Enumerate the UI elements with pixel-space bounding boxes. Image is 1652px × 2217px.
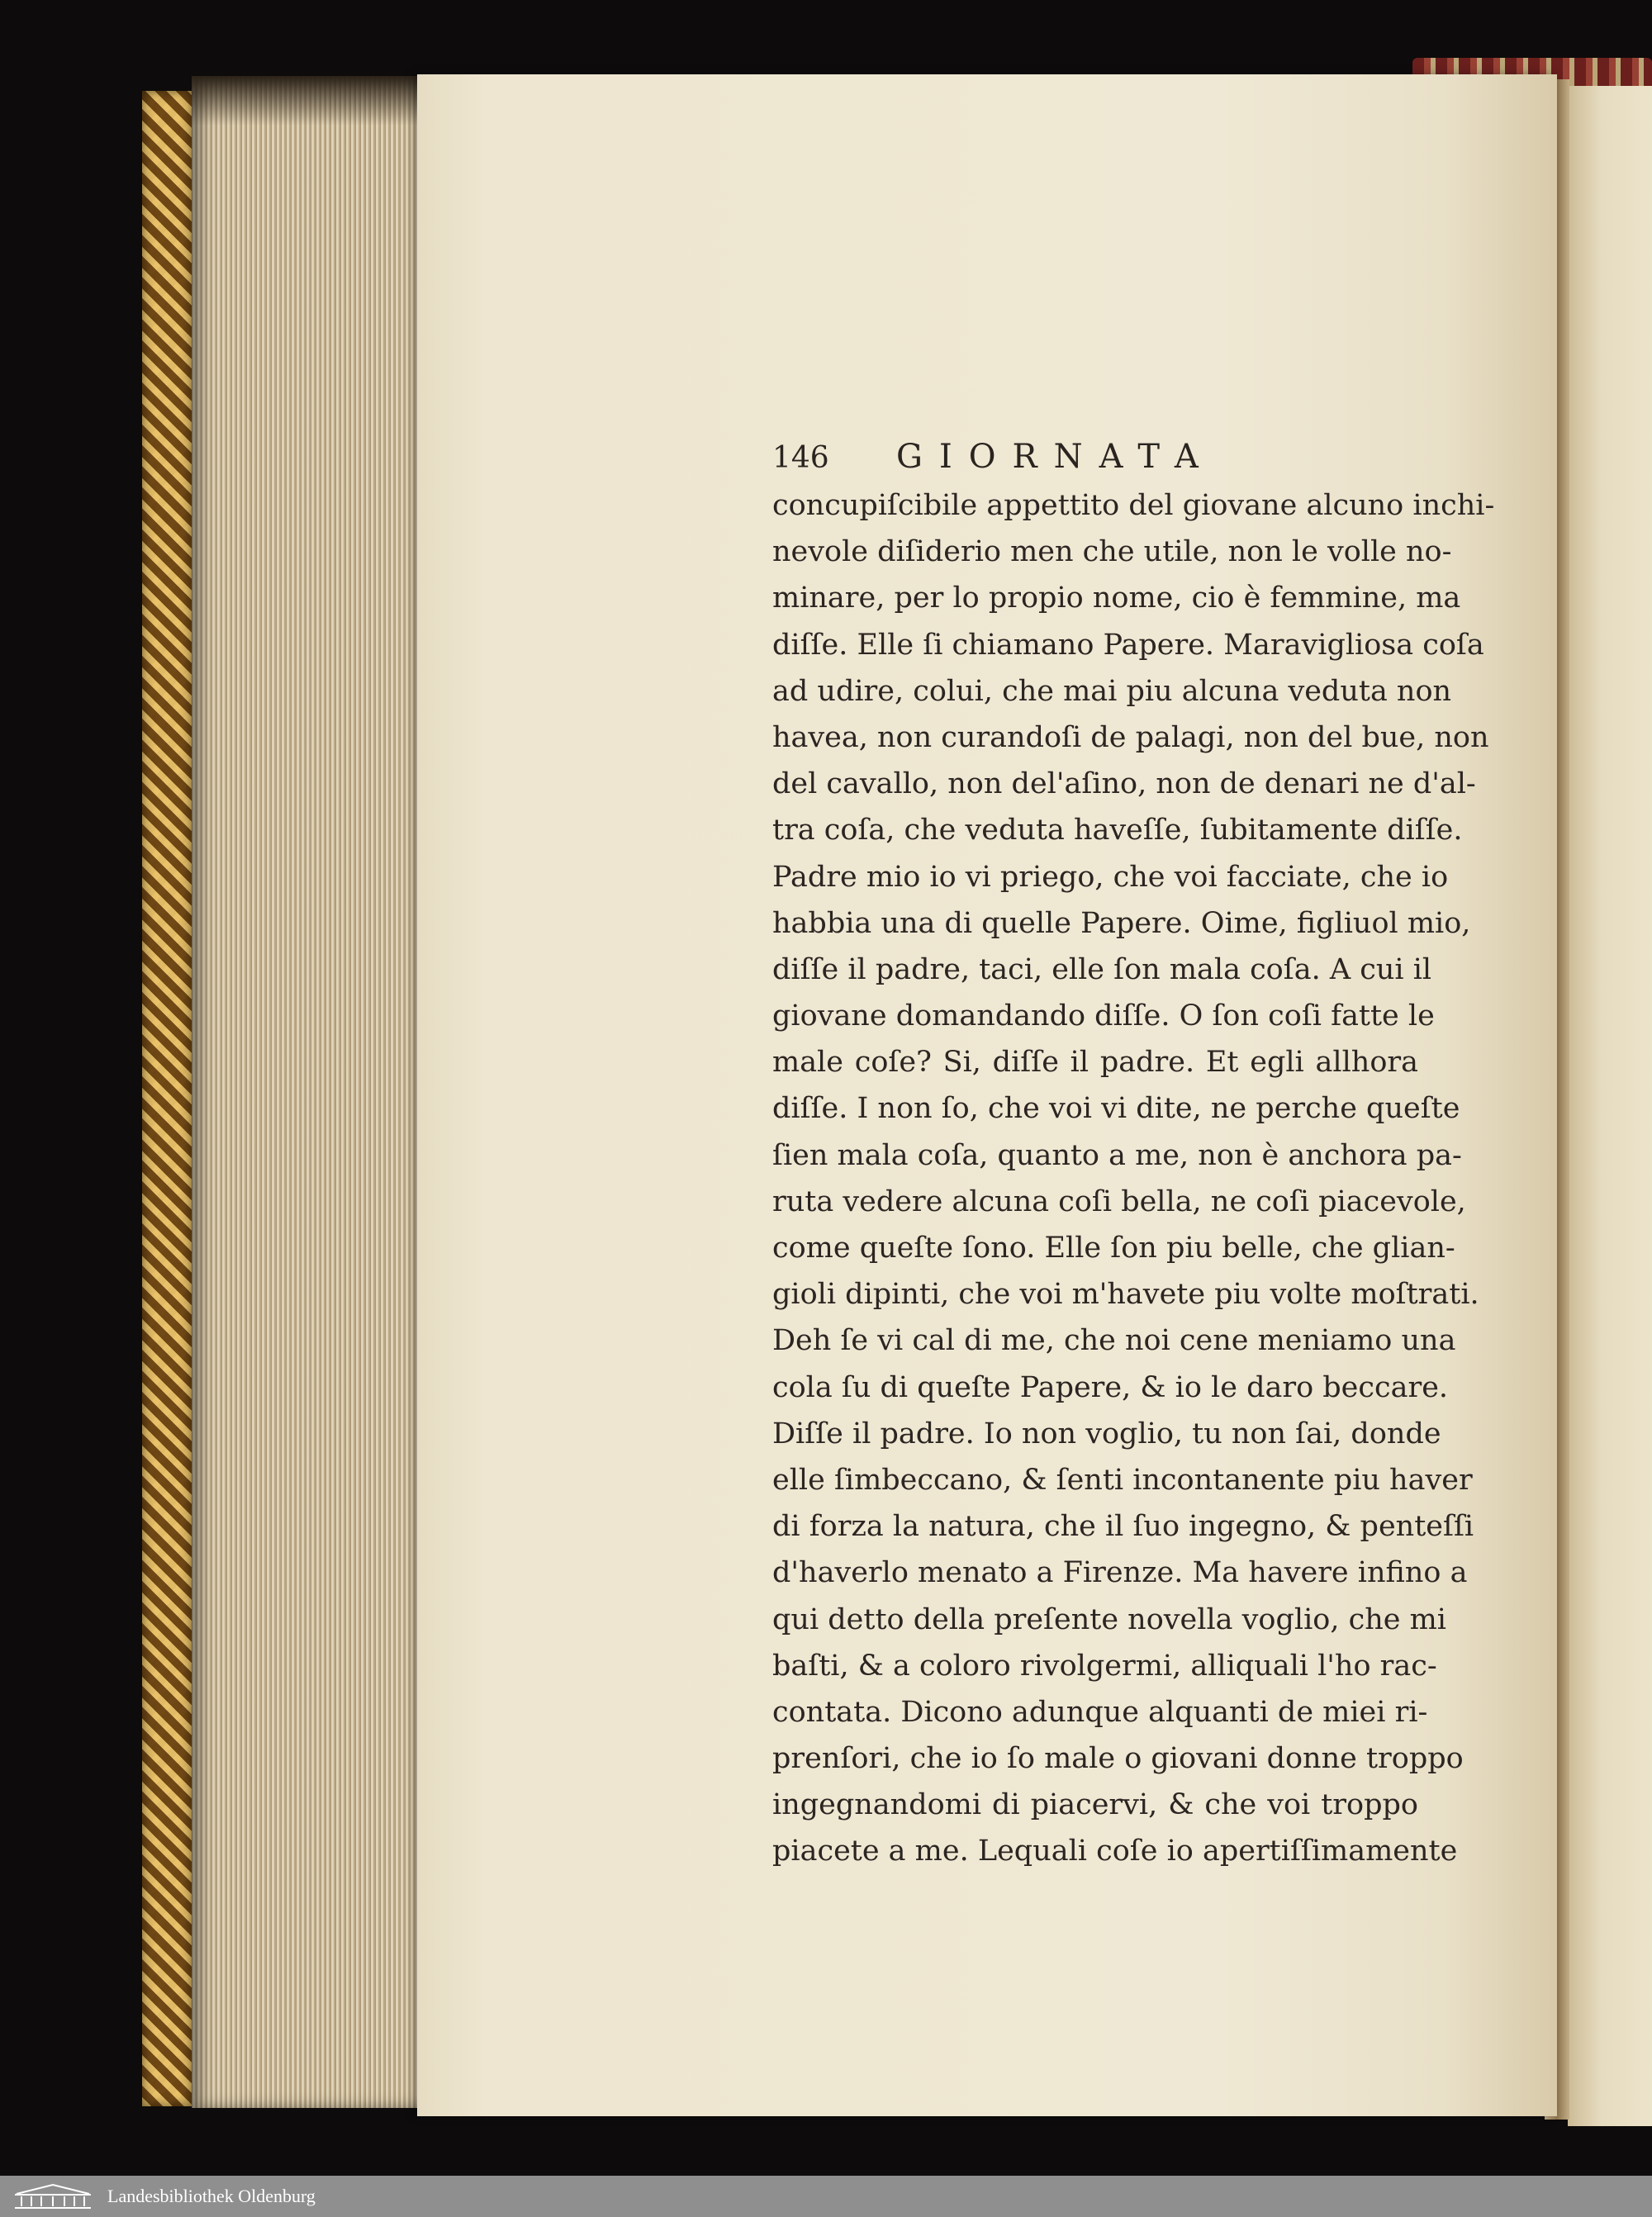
text-line: Padre mio io vi priego, che voi facciate, che io <box>772 860 1449 894</box>
text-line: d'haverlo menato a Firenze. Ma havere infino a <box>772 1556 1468 1590</box>
page-number: 146 <box>772 441 829 475</box>
text-line: male coſe? Si, diſſe il padre. Et egli allhora <box>772 1046 1418 1080</box>
footer-bar <box>0 2176 1652 2217</box>
text-line: di forza la natura, che il ſuo ingegno, & penteſſi <box>772 1510 1474 1544</box>
text-line: contata. Dicono adunque alquanti de miei ri- <box>772 1695 1428 1729</box>
page-block-edges <box>192 76 423 2108</box>
text-line: diſſe. I non ſo, che voi vi dite, ne perche queſte <box>772 1092 1460 1126</box>
facing-page-edge <box>1568 86 1652 2126</box>
gilt-spine-edge <box>142 91 195 2106</box>
text-line: baſti, & a coloro rivolgermi, alliquali l'ho rac- <box>772 1649 1437 1683</box>
running-head <box>772 438 1418 487</box>
text-line: minare, per lo propio nome, cio è femmine, ma <box>772 582 1461 615</box>
text-line: giovane domandando diſſe. O ſon coſi fatte le <box>772 999 1435 1033</box>
library-name: Landesbibliothek Oldenburg <box>107 2186 316 2206</box>
text-line: habbia una di quelle Papere. Oime, figliuol mio, <box>772 906 1471 940</box>
text-line: cola ſu di queſte Papere, & io le daro beccare. <box>772 1370 1449 1404</box>
text-line: concupiſcibile appettito del giovane alcuno inchi- <box>772 489 1495 522</box>
text-line: come queſte ſono. Elle ſon piu belle, che glian- <box>772 1232 1455 1265</box>
text-line: ruta vedere alcuna coſi bella, ne coſi piacevole, <box>772 1184 1466 1218</box>
text-line: piacete a me. Lequali coſe io apertiſſimamente <box>772 1835 1458 1868</box>
text-line: Diſſe il padre. Io non voglio, tu non ſai, donde <box>772 1417 1441 1450</box>
text-line: elle ſimbeccano, & ſenti incontanente piu haver <box>772 1463 1473 1497</box>
text-line: Deh ſe vi cal di me, che noi cene meniamo una <box>772 1324 1456 1358</box>
running-head-title: GIORNATA <box>896 438 1215 476</box>
text-line: ingegnandomi di piacervi, & che voi troppo <box>772 1788 1418 1822</box>
text-line: ſien mala coſa, quanto a me, non è anchora pa- <box>772 1138 1462 1172</box>
text-line: nevole diſiderio men che utile, non le volle no- <box>772 535 1452 569</box>
text-line: qui detto della preſente novella voglio, che mi <box>772 1602 1446 1636</box>
text-line: diſſe il padre, taci, elle ſon mala coſa. A cui il <box>772 952 1432 986</box>
text-line: diſſe. Elle ſi chiamano Papere. Maravigliosa coſa <box>772 628 1484 662</box>
text-line: ad udire, colui, che mai piu alcuna veduta non <box>772 674 1452 708</box>
text-line: prenſori, che io ſo male o giovani donne troppo <box>772 1742 1464 1776</box>
text-line: gioli dipinti, che voi m'havete piu volte moſtrati. <box>772 1278 1479 1312</box>
library-building-icon <box>12 2182 94 2210</box>
text-line: havea, non curandoſi de palagi, non del bue, non <box>772 720 1489 754</box>
text-line: del cavallo, non del'aſino, non de denari ne d'al- <box>772 767 1476 801</box>
text-line: tra coſa, che veduta haveſſe, ſubitamente diſſe. <box>772 814 1463 847</box>
body-text <box>772 482 1495 1875</box>
